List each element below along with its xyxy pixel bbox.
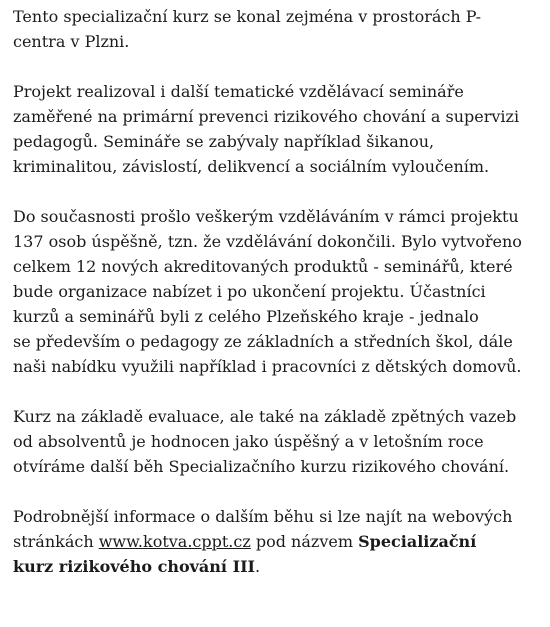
course-name-bold: kurz rizikového chování III — [13, 557, 256, 576]
text-fragment: pod názvem — [250, 532, 359, 551]
text-line: bude organizace nabízet i po ukončení projektu. Účastníci — [13, 282, 486, 301]
text-line: otvíráme další běh Specializačního kurzu rizikového chování. — [13, 457, 510, 476]
text-line: zaměřené na primární prevenci rizikového chování a supervizi — [13, 107, 520, 126]
text-line: kurzů a seminářů byli z celého Plzeňského kraje - jednalo — [13, 307, 479, 326]
text-line: Kurz na základě evaluace, ale také na základě zpětných vazeb — [13, 407, 517, 426]
course-name-bold: Specializační — [358, 532, 477, 551]
text-line: pedagogů. Semináře se zabývaly například šikanou, — [13, 132, 435, 151]
text-line: od absolventů je hodnocen jako úspěšný a v letošním roce — [13, 432, 484, 451]
paragraph-venue — [13, 4, 536, 54]
text-line: Do současnosti prošlo veškerým vzděláváním v rámci projektu — [13, 207, 519, 226]
text-line — [13, 554, 536, 579]
text-fragment: . — [255, 557, 261, 576]
text-line: Projekt realizoval i další tematické vzdělávací semináře — [13, 82, 464, 101]
paragraph-evaluation — [13, 404, 536, 479]
paragraph-results — [13, 204, 536, 379]
text-line: Tento specializační kurz se konal zejména v prostorách P- — [13, 7, 482, 26]
text-line: naši nabídku využili například i pracovníci z dětských domovů. — [13, 357, 522, 376]
paragraph-more-info — [13, 504, 536, 579]
website-link[interactable]: www.kotva.cppt.cz — [98, 532, 251, 551]
text-line: Podrobnější informace o dalším běhu si lze najít na webových — [13, 507, 513, 526]
text-line: centra v Plzni. — [13, 32, 130, 51]
text-line — [13, 529, 536, 554]
text-line: 137 osob úspěšně, tzn. že vzdělávání dokončili. Bylo vytvořeno — [13, 232, 522, 251]
paragraph-seminars — [13, 79, 536, 179]
text-line: se především o pedagogy ze základních a středních škol, dále — [13, 332, 513, 351]
text-line: kriminalitou, závislostí, delikvencí a sociálním vyloučením. — [13, 157, 490, 176]
text-fragment: stránkách — [13, 532, 99, 551]
text-line: celkem 12 nových akreditovaných produktů - seminářů, které — [13, 257, 513, 276]
